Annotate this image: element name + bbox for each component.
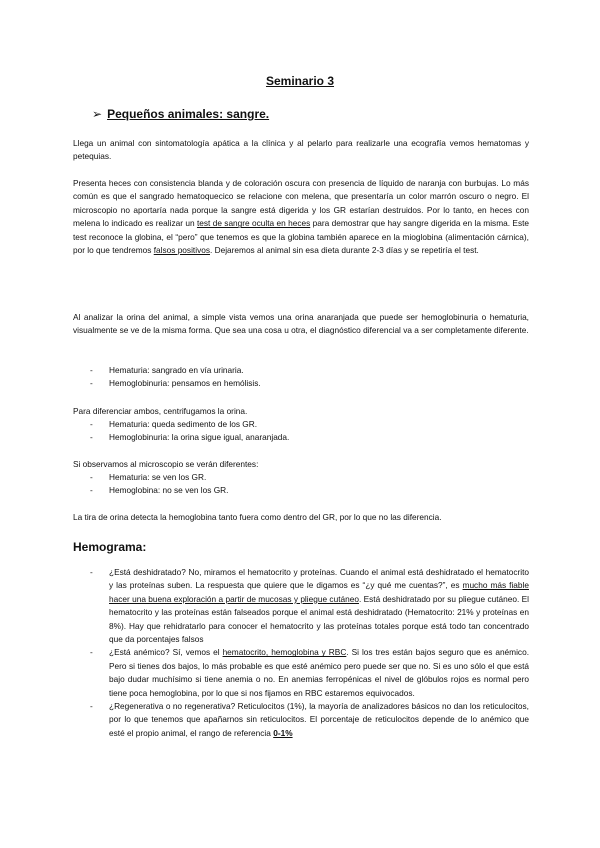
list-item: - Hemoglobinuria: pensamos en hemólisis. bbox=[73, 377, 529, 390]
list-item: - Hemoglobina: no se ven los GR. bbox=[73, 484, 529, 497]
list-item: - Hematuria: sangrado en vía urinaria. bbox=[73, 364, 529, 377]
hemograma-item-deshidratado: - ¿Está deshidratado? No, miramos el hematocrito y proteínas. Cuando el animal está deshidratado el hematocrito y las proteínas suben. La respuesta que quiere que le digamos es “¿y qué me cuentas?”, es mucho más fiable hacer una buena exploración a partir de mucosas y pliegue cutáneo. Está deshidratado por su pliegue cutáneo. El hematocrito y las proteínas están falseados porque el animal está deshidratado (Hematocrito: 21% y proteínas en 8%). Hay que rehidratarlo para conocer el hematocrito y las proteínas totales porque está todo tan concentrado que da porcentajes falsos bbox=[73, 566, 529, 646]
paragraph-intro: Llega un animal con sintomatología apática a la clínica y al pelarlo para realizarle una ecografía vemos hematomas y petequias. bbox=[73, 138, 529, 162]
paragraph-microscopio: Si observamos al microscopio se verán diferentes: bbox=[73, 459, 259, 469]
list-item: - Hematuria: queda sedimento de los GR. bbox=[73, 418, 529, 431]
list-microscopio bbox=[73, 471, 529, 498]
page-title: Seminario 3 bbox=[265, 74, 335, 88]
paragraph-centrifugar: Para diferenciar ambos, centrifugamos la orina. bbox=[73, 406, 248, 416]
hemograma-item-regenerativa: - ¿Regenerativa o no regenerativa? Reticulocitos (1%), la mayoría de analizadores básicos no dan los reticulocitos, por lo que tenemos que apañarnos sin reticulocitos. El porcentaje de reticulocitos depende de lo anémico que esté el propio animal, el rango de referencia 0-1% bbox=[73, 700, 529, 740]
hemograma-item-anemico: - ¿Está anémico? Sí, vemos el hematocrito, hemoglobina y RBC. Si los tres están bajos seguro que es anémico. Pero si tienes dos bajos, lo más probable es que esté anémico pero puede ser que no. Si es uno sólo el que está bajo dudar muchísimo si tiene anemia o no. En anemias ferropénicas el nivel de glóbulos rojos es normal pero tiene poca hemoglobina, por lo que si nos fijamos en RBC estaremos equivocados. bbox=[73, 646, 529, 700]
hemograma-list bbox=[73, 566, 529, 740]
section-heading-sangre: ➢ Pequeños animales: sangre. bbox=[92, 107, 270, 121]
arrow-bullet-icon: ➢ bbox=[92, 107, 103, 121]
paragraph-tira-orina: La tira de orina detecta la hemoglobina tanto fuera como dentro del GR, por lo que no las diferencia. bbox=[73, 512, 442, 522]
list-item: - Hematuria: se ven los GR. bbox=[73, 471, 529, 484]
paragraph-heces: Presenta heces con consistencia blanda y de coloración oscura con presencia de líquido de naranja con burbujas. Lo más común es que el sangrado hematoquecico se relacione con melena, que presentaría un color marrón oscuro o negro. El microscopio no aportaría nada porque la sangre está digerida y los GR estarían destruidos. Por lo tanto, en heces con melena lo indicado es realizar un test de sangre oculta en heces para demostrar que hay sangre digerida en la misma. Este test reconoce la globina, el “pero” que tenemos es que la globina también aparece en la mioglobina (alimentación cárnica), por lo que tendremos falsos positivos. Dejaremos al animal sin esa dieta durante 2-3 días y se repetiría el test. bbox=[73, 178, 530, 256]
section-heading-hemograma: Hemograma: bbox=[73, 540, 147, 554]
list-item: - Hemoglobinuria: la orina sigue igual, anaranjada. bbox=[73, 431, 529, 444]
list-hematuria-hemoglobinuria bbox=[73, 364, 529, 391]
paragraph-orina: Al analizar la orina del animal, a simple vista vemos una orina anaranjada que puede ser hemoglobinuria o hematuria, visualmente se ve de la misma forma. Que sea una cosa u otra, el diagnóstico diferencial va a ser completamente diferente. bbox=[73, 312, 529, 336]
list-centrifugado bbox=[73, 418, 529, 445]
